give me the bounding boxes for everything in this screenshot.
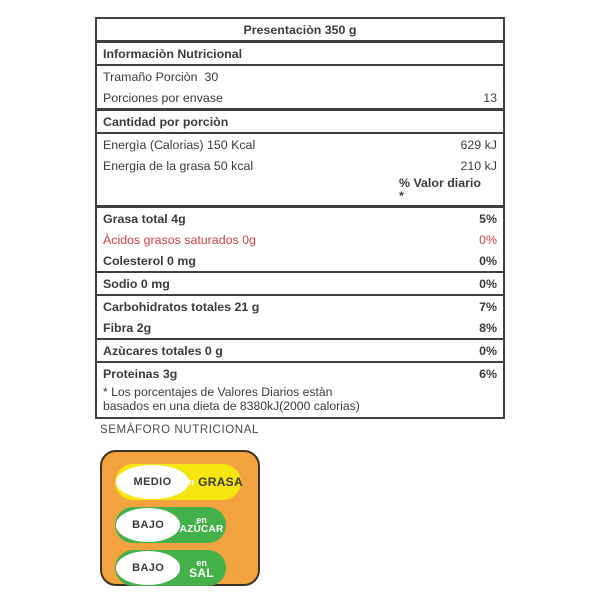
nutrient-label: Àcidos grasos saturados 0g [103, 232, 256, 247]
amount-per-serving-title: Cantidad por porciòn [103, 114, 229, 129]
energy-label: Energìa (Calorias) 150 Kcal [103, 137, 256, 152]
nutrition-info-title: Informaciòn Nutricional [103, 46, 243, 61]
nutrient-label: Proteinas 3g [103, 366, 178, 381]
nutrient-daily-value: 6% [479, 366, 497, 381]
nutrient-label: Sodio 0 mg [103, 276, 170, 291]
nutrient-row-grasa-total [97, 208, 503, 229]
traffic-pill-sal [115, 550, 226, 586]
nutrition-info-title-row [97, 43, 503, 66]
nutrient-daily-value: 0% [479, 253, 497, 268]
amount-per-serving-title-row [97, 111, 503, 134]
energy-row [97, 134, 503, 155]
traffic-light-panel [100, 450, 260, 586]
presentation-header: Presentaciòn 350 g [243, 22, 357, 37]
traffic-light-title: SEMÀFORO NUTRICIONAL [100, 424, 259, 436]
nutrient-label: Fibra 2g [103, 320, 152, 335]
serving-size-row [97, 66, 503, 87]
nutrient-row-fibra [97, 317, 503, 340]
nutrient-text: GRASA [198, 475, 243, 489]
daily-value-asterisk: * [399, 189, 404, 203]
nutrient-label: Carbohidratos totales 21 g [103, 299, 260, 314]
fat-energy-label: Energia de la grasa 50 kcal [103, 158, 254, 173]
nutrient-caption [177, 507, 226, 543]
level-text: BAJO [132, 519, 165, 531]
nutrient-label: Grasa total 4g [103, 211, 186, 226]
connector-text: en [183, 477, 195, 487]
nutrient-label: Azùcares totales 0 g [103, 343, 223, 358]
nutrient-daily-value: 5% [479, 211, 497, 226]
nutrient-row-grasos-saturados [97, 229, 503, 250]
serving-size-label: Tramaño Porciòn 30 [103, 69, 219, 84]
nutrient-daily-value: 8% [479, 320, 497, 335]
servings-per-container-value: 13 [483, 90, 497, 105]
connector-text: en [196, 515, 207, 525]
level-badge [116, 465, 189, 499]
servings-per-container-row [97, 87, 503, 111]
daily-value-header: % Valor diario [399, 176, 481, 190]
traffic-pill-azucar [115, 507, 226, 543]
fat-energy-kj-value: 210 kJ [460, 158, 497, 173]
servings-per-container-label: Porciones por envase [103, 90, 223, 105]
level-badge [116, 551, 180, 585]
nutrient-row-colesterol [97, 250, 503, 273]
nutrient-text: SAL [189, 566, 215, 580]
daily-value-footnote: * Los porcentajes de Valores Diarios estàn basados en una dieta de 8380kJ(2000 calorias) [103, 385, 360, 413]
nutrient-caption [177, 550, 226, 586]
level-text: MEDIO [133, 476, 172, 488]
connector-text: en [196, 558, 207, 568]
level-badge [116, 508, 180, 542]
energy-kj-value: 629 kJ [460, 137, 497, 152]
presentation-header-row [97, 19, 503, 43]
nutrient-daily-value: 0% [479, 276, 497, 291]
fat-energy-row [97, 155, 503, 176]
traffic-pill-grasa [115, 464, 241, 500]
nutrient-caption [183, 464, 243, 500]
nutrient-text: AZÙCAR [179, 524, 224, 535]
nutrient-label: Colesterol 0 mg [103, 253, 196, 268]
nutrient-daily-value: 7% [479, 299, 497, 314]
nutrient-row-sodio [97, 273, 503, 296]
nutrient-row-azucares [97, 340, 503, 363]
nutrient-daily-value: 0% [479, 343, 497, 358]
nutrient-daily-value: 0% [479, 232, 497, 247]
level-text: BAJO [132, 562, 165, 574]
nutrient-row-proteinas [97, 363, 503, 384]
nutrition-facts-table [95, 17, 505, 419]
nutrient-row-carbohidratos [97, 296, 503, 317]
daily-value-header-row [97, 176, 503, 208]
